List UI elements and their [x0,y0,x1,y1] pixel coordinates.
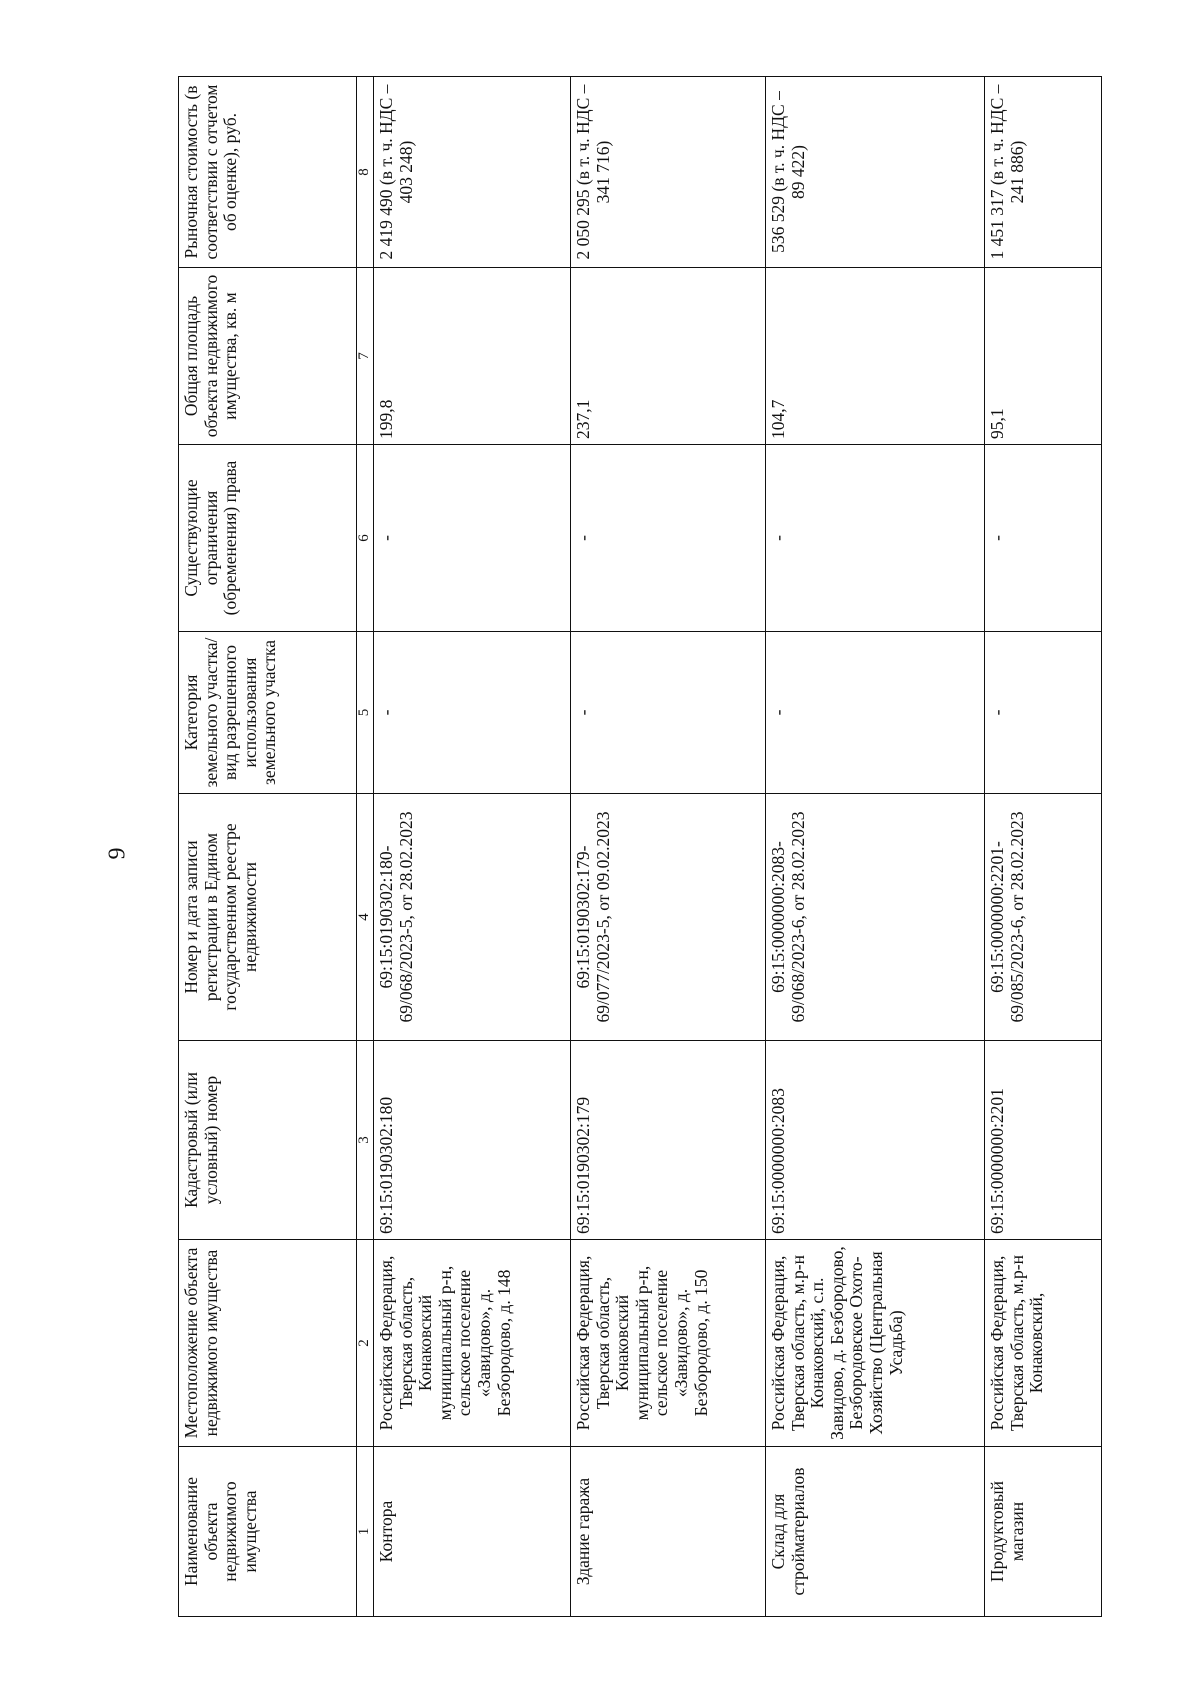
cell-name: Здание гаража [571,1447,766,1617]
cell-land-category: - [374,632,571,794]
cell-registration: 69:15:0000000:2201-69/085/2023-6, от 28.02.2023 [985,794,1102,1041]
column-number: 6 [357,445,374,632]
column-number: 2 [357,1240,374,1447]
cell-name: Контора [374,1447,571,1617]
cell-registration: 69:15:0190302:179-69/077/2023-5, от 09.02.2023 [571,794,766,1041]
header-price: Рыночная стоимость (в соответствии с отчетом об оценке), руб. [179,77,357,268]
cell-restrictions: - [985,445,1102,632]
cell-price: 1 451 317 (в т. ч. НДС – 241 886) [985,77,1102,268]
cell-land-category: - [571,632,766,794]
cell-registration: 69:15:0190302:180-69/068/2023-5, от 28.02.2023 [374,794,571,1041]
cell-location: Российская Федерация, Тверская область, м.р-н Конаковский, [985,1240,1102,1447]
cell-area: 95,1 [985,268,1102,445]
cell-registration: 69:15:0000000:2083-69/068/2023-6, от 28.02.2023 [766,794,985,1041]
cell-location: Российская Федерация, Тверская область, Конаковский муниципальный р-н, сельское поселение «Завидово», д. Безбородово, д. 148 [374,1240,571,1447]
table-row [985,77,1102,1617]
table-header-row [179,77,357,1617]
column-number: 5 [357,632,374,794]
column-number: 3 [357,1041,374,1240]
cell-price: 536 529 (в т. ч. НДС – 89 422) [766,77,985,268]
cell-area: 104,7 [766,268,985,445]
table-row [571,77,766,1617]
cell-restrictions: - [571,445,766,632]
column-number: 1 [357,1447,374,1617]
property-table [178,76,1102,1617]
cell-price: 2 419 490 (в т. ч. НДС – 403 248) [374,77,571,268]
header-location: Местоположение объекта недвижимого имущества [179,1240,357,1447]
cell-land-category: - [766,632,985,794]
header-restrictions: Существующие ограничения (обременения) права [179,445,357,632]
column-number: 4 [357,794,374,1041]
cell-name: Склад для стройматериалов [766,1447,985,1617]
column-number: 8 [357,77,374,268]
page-number: 9 [104,847,131,860]
column-number: 7 [357,268,374,445]
cell-price: 2 050 295 (в т. ч. НДС – 341 716) [571,77,766,268]
header-area: Общая площадь объекта недвижимого имущества, кв. м [179,268,357,445]
cell-location: Российская Федерация, Тверская область, м.р-н Конаковский, с.п. Завидово, д. Безбородово, Безбородовское Охото-Хозяйство (Центральная Усадьба) [766,1240,985,1447]
rotated-table-container [178,77,1200,1617]
cell-cadastral: 69:15:0000000:2083 [766,1041,985,1240]
cell-cadastral: 69:15:0000000:2201 [985,1041,1102,1240]
column-number-row [357,77,374,1617]
header-registration: Номер и дата записи регистрации в Едином государственном реестре недвижимости [179,794,357,1041]
table-row [766,77,985,1617]
cell-name: Продуктовый магазин [985,1447,1102,1617]
cell-area: 237,1 [571,268,766,445]
cell-cadastral: 69:15:0190302:179 [571,1041,766,1240]
table-row [374,77,571,1617]
header-land-category: Категория земельного участка/вид разрешенного использования земельного участка [179,632,357,794]
cell-restrictions: - [766,445,985,632]
cell-area: 199,8 [374,268,571,445]
header-cadastral: Кадастровый (или условный) номер [179,1041,357,1240]
cell-location: Российская Федерация, Тверская область, Конаковский муниципальный р-н, сельское поселение «Завидово», д. Безбородово, д. 150 [571,1240,766,1447]
cell-land-category: - [985,632,1102,794]
cell-cadastral: 69:15:0190302:180 [374,1041,571,1240]
cell-restrictions: - [374,445,571,632]
header-name: Наименование объекта недвижимого имущества [179,1447,357,1617]
